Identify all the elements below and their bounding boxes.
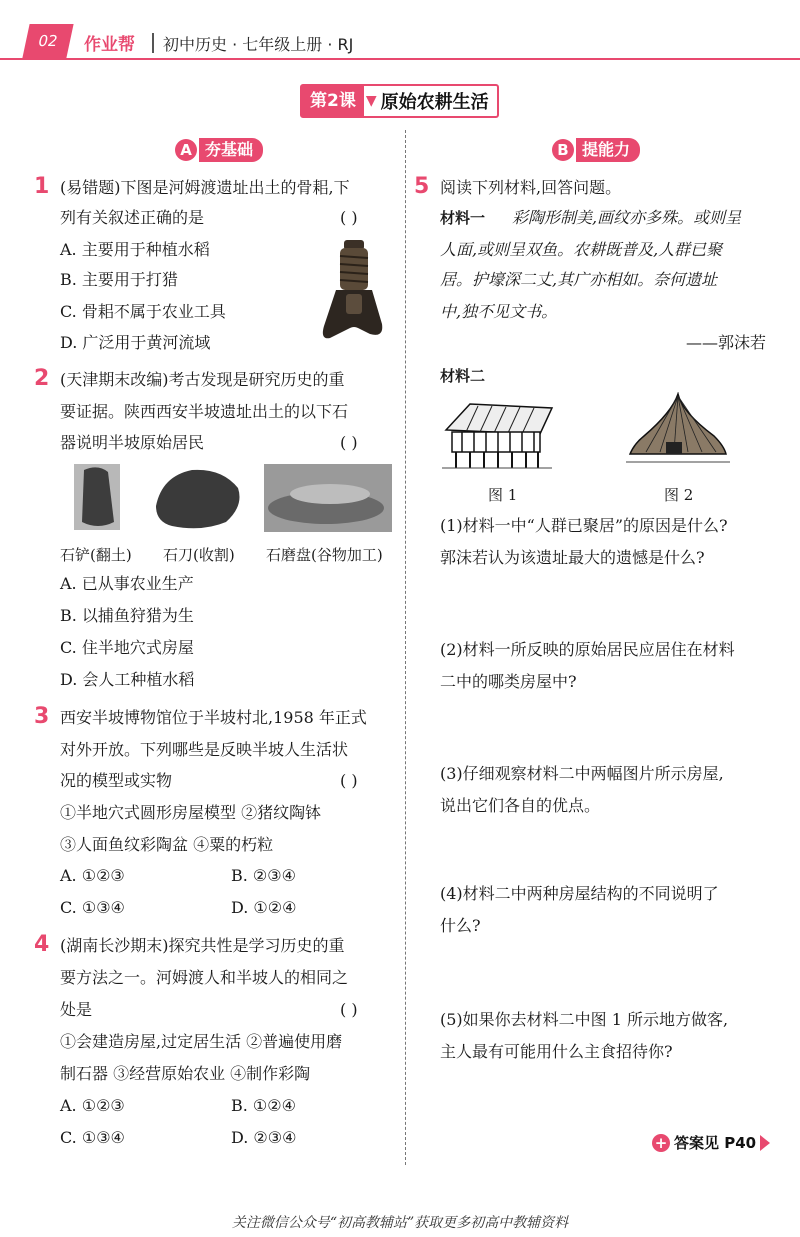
sub-question-4-line-2: 什么? [440,916,481,935]
material-1-line-3: 居。护壕深二丈,其广亦相如。奈何遗址 [440,270,718,289]
sub-question-3-line-1: (3)仔细观察材料二中两幅图片所示房屋, [440,764,724,783]
book-title: 初中历史 · 七年级上册 · RJ [163,35,354,54]
arrow-down-icon: ▼ [365,93,377,109]
q3-line-2: 对外开放。下列哪些是反映半坡人生活状 [60,740,349,759]
q4-line-3: 处是 [60,1000,93,1019]
q3-line-3: 况的模型或实物 [60,771,173,790]
q3-option-b: B. ②③④ [231,866,296,885]
q2-answer-blank[interactable]: ( ) [340,433,358,452]
material-1-line-4: 中,独不见文书。 [440,302,558,321]
q4-option-a: A. ①②③ [60,1096,125,1115]
q4-item-line-2: 制石器 ③经营原始农业 ④制作彩陶 [60,1064,311,1083]
stone-knife-image [152,466,244,532]
q2-caption-1: 石铲(翻土) [60,546,132,564]
q2-caption-2: 石刀(收割) [163,546,235,564]
section-b-header [552,138,640,162]
brand-name: 作业帮 [84,35,135,55]
q4-answer-blank[interactable]: ( ) [340,1000,358,1019]
page-number-badge: 02 [22,24,73,58]
arrow-right-icon [760,1135,770,1151]
figure-1-caption: 图 1 [488,486,518,504]
material-1-label: 材料一 [440,209,486,227]
plus-icon: + [652,1134,670,1152]
q3-item-line-1: ①半地穴式圆形房屋模型 ②猪纹陶钵 [60,803,322,822]
q1-option-c: C. 骨耜不属于农业工具 [60,302,226,321]
q1-option-b: B. 主要用于打猎 [60,270,178,289]
q4-option-b: B. ①②④ [231,1096,296,1115]
header-separator [152,33,154,53]
q2-line-2: 要证据。陕西西安半坡遗址出土的以下石 [60,402,349,421]
question-4-number: 4 [34,932,50,957]
section-a-label: 夯基础 [199,138,263,162]
section-a-letter: A [175,139,197,161]
q1-line-1: (易错题)下图是河姆渡遗址出土的骨耜,下 [60,178,350,197]
sub-question-3-line-2: 说出它们各自的优点。 [440,796,601,815]
material-1-author: ——郭沫若 [686,333,767,352]
question-1-number: 1 [34,174,50,199]
figure-2-caption: 图 2 [664,486,694,504]
column-divider [405,130,407,1165]
q2-option-d: D. 会人工种植水稻 [60,670,195,689]
grinding-stone-image [264,464,392,532]
q1-option-d: D. 广泛用于黄河流域 [60,333,211,352]
sub-question-5-line-2: 主人最有可能用什么主食招待你? [440,1042,673,1061]
section-b-letter: B [552,139,574,161]
q5-intro: 阅读下列材料,回答问题。 [440,178,622,197]
material-2-label: 材料二 [440,367,486,385]
section-a-header [175,138,263,162]
sub-question-2-line-1: (2)材料一所反映的原始居民应居住在材料 [440,640,735,659]
question-5-number: 5 [414,174,430,199]
thatched-hut-image [626,392,730,474]
q1-option-a: A. 主要用于种植水稻 [60,240,210,259]
q3-line-1: 西安半坡博物馆位于半坡村北,1958 年正式 [60,708,367,727]
sub-question-1-line-2: 郭沫若认为该遗址最大的遗憾是什么? [440,548,705,567]
lesson-title [300,84,499,118]
sub-question-5-line-1: (5)如果你去材料二中图 1 所示地方做客, [440,1010,729,1029]
lesson-name: 原始农耕生活 [380,92,489,113]
bone-spade-image [318,238,392,344]
q4-line-2: 要方法之一。河姆渡人和半坡人的相同之 [60,968,349,987]
q3-item-line-2: ③人面鱼纹彩陶盆 ④粟的朽粒 [60,835,274,854]
q4-line-1: (湖南长沙期末)探究共性是学习历史的重 [60,936,345,955]
q2-option-c: C. 住半地穴式房屋 [60,638,194,657]
q2-caption-3: 石磨盘(谷物加工) [266,546,383,564]
q2-option-b: B. 以捕鱼狩猎为生 [60,606,194,625]
stilt-house-image [440,396,556,474]
question-2-number: 2 [34,366,50,391]
q2-line-3: 器说明半坡原始居民 [60,433,205,452]
lesson-number: 第2课 [302,86,364,116]
q3-answer-blank[interactable]: ( ) [340,771,358,790]
q1-answer-blank[interactable]: ( ) [340,208,358,227]
q2-option-a: A. 已从事农业生产 [60,574,194,593]
q2-line-1: (天津期末改编)考古发现是研究历史的重 [60,370,345,389]
q4-option-d: D. ②③④ [231,1128,297,1147]
footer-note: 关注微信公众号“初高教辅站”获取更多初高中教辅资料 [231,1215,569,1231]
material-1-line-2: 人面,或则呈双鱼。农耕既普及,人群已聚 [440,240,723,259]
header-rule [0,58,800,60]
stone-shovel-image [74,464,120,530]
q4-option-c: C. ①③④ [60,1128,125,1147]
q3-option-a: A. ①②③ [60,866,125,885]
sub-question-2-line-2: 二中的哪类房屋中? [440,672,577,691]
material-1-line-1: 彩陶形制美,画纹亦多殊。或则呈 [512,208,742,227]
sub-question-1-line-1: (1)材料一中“人群已聚居”的原因是什么? [440,516,728,535]
q1-line-2: 列有关叙述正确的是 [60,208,205,227]
sub-question-4-line-1: (4)材料二中两种房屋结构的不同说明了 [440,884,719,903]
answer-reference-text: 答案见 P40 [674,1134,757,1152]
answer-reference[interactable] [652,1132,770,1153]
q4-item-line-1: ①会建造房屋,过定居生活 ②普遍使用磨 [60,1032,343,1051]
q3-option-c: C. ①③④ [60,898,125,917]
q3-option-d: D. ①②④ [231,898,297,917]
question-3-number: 3 [34,704,50,729]
section-b-label: 提能力 [576,138,640,162]
